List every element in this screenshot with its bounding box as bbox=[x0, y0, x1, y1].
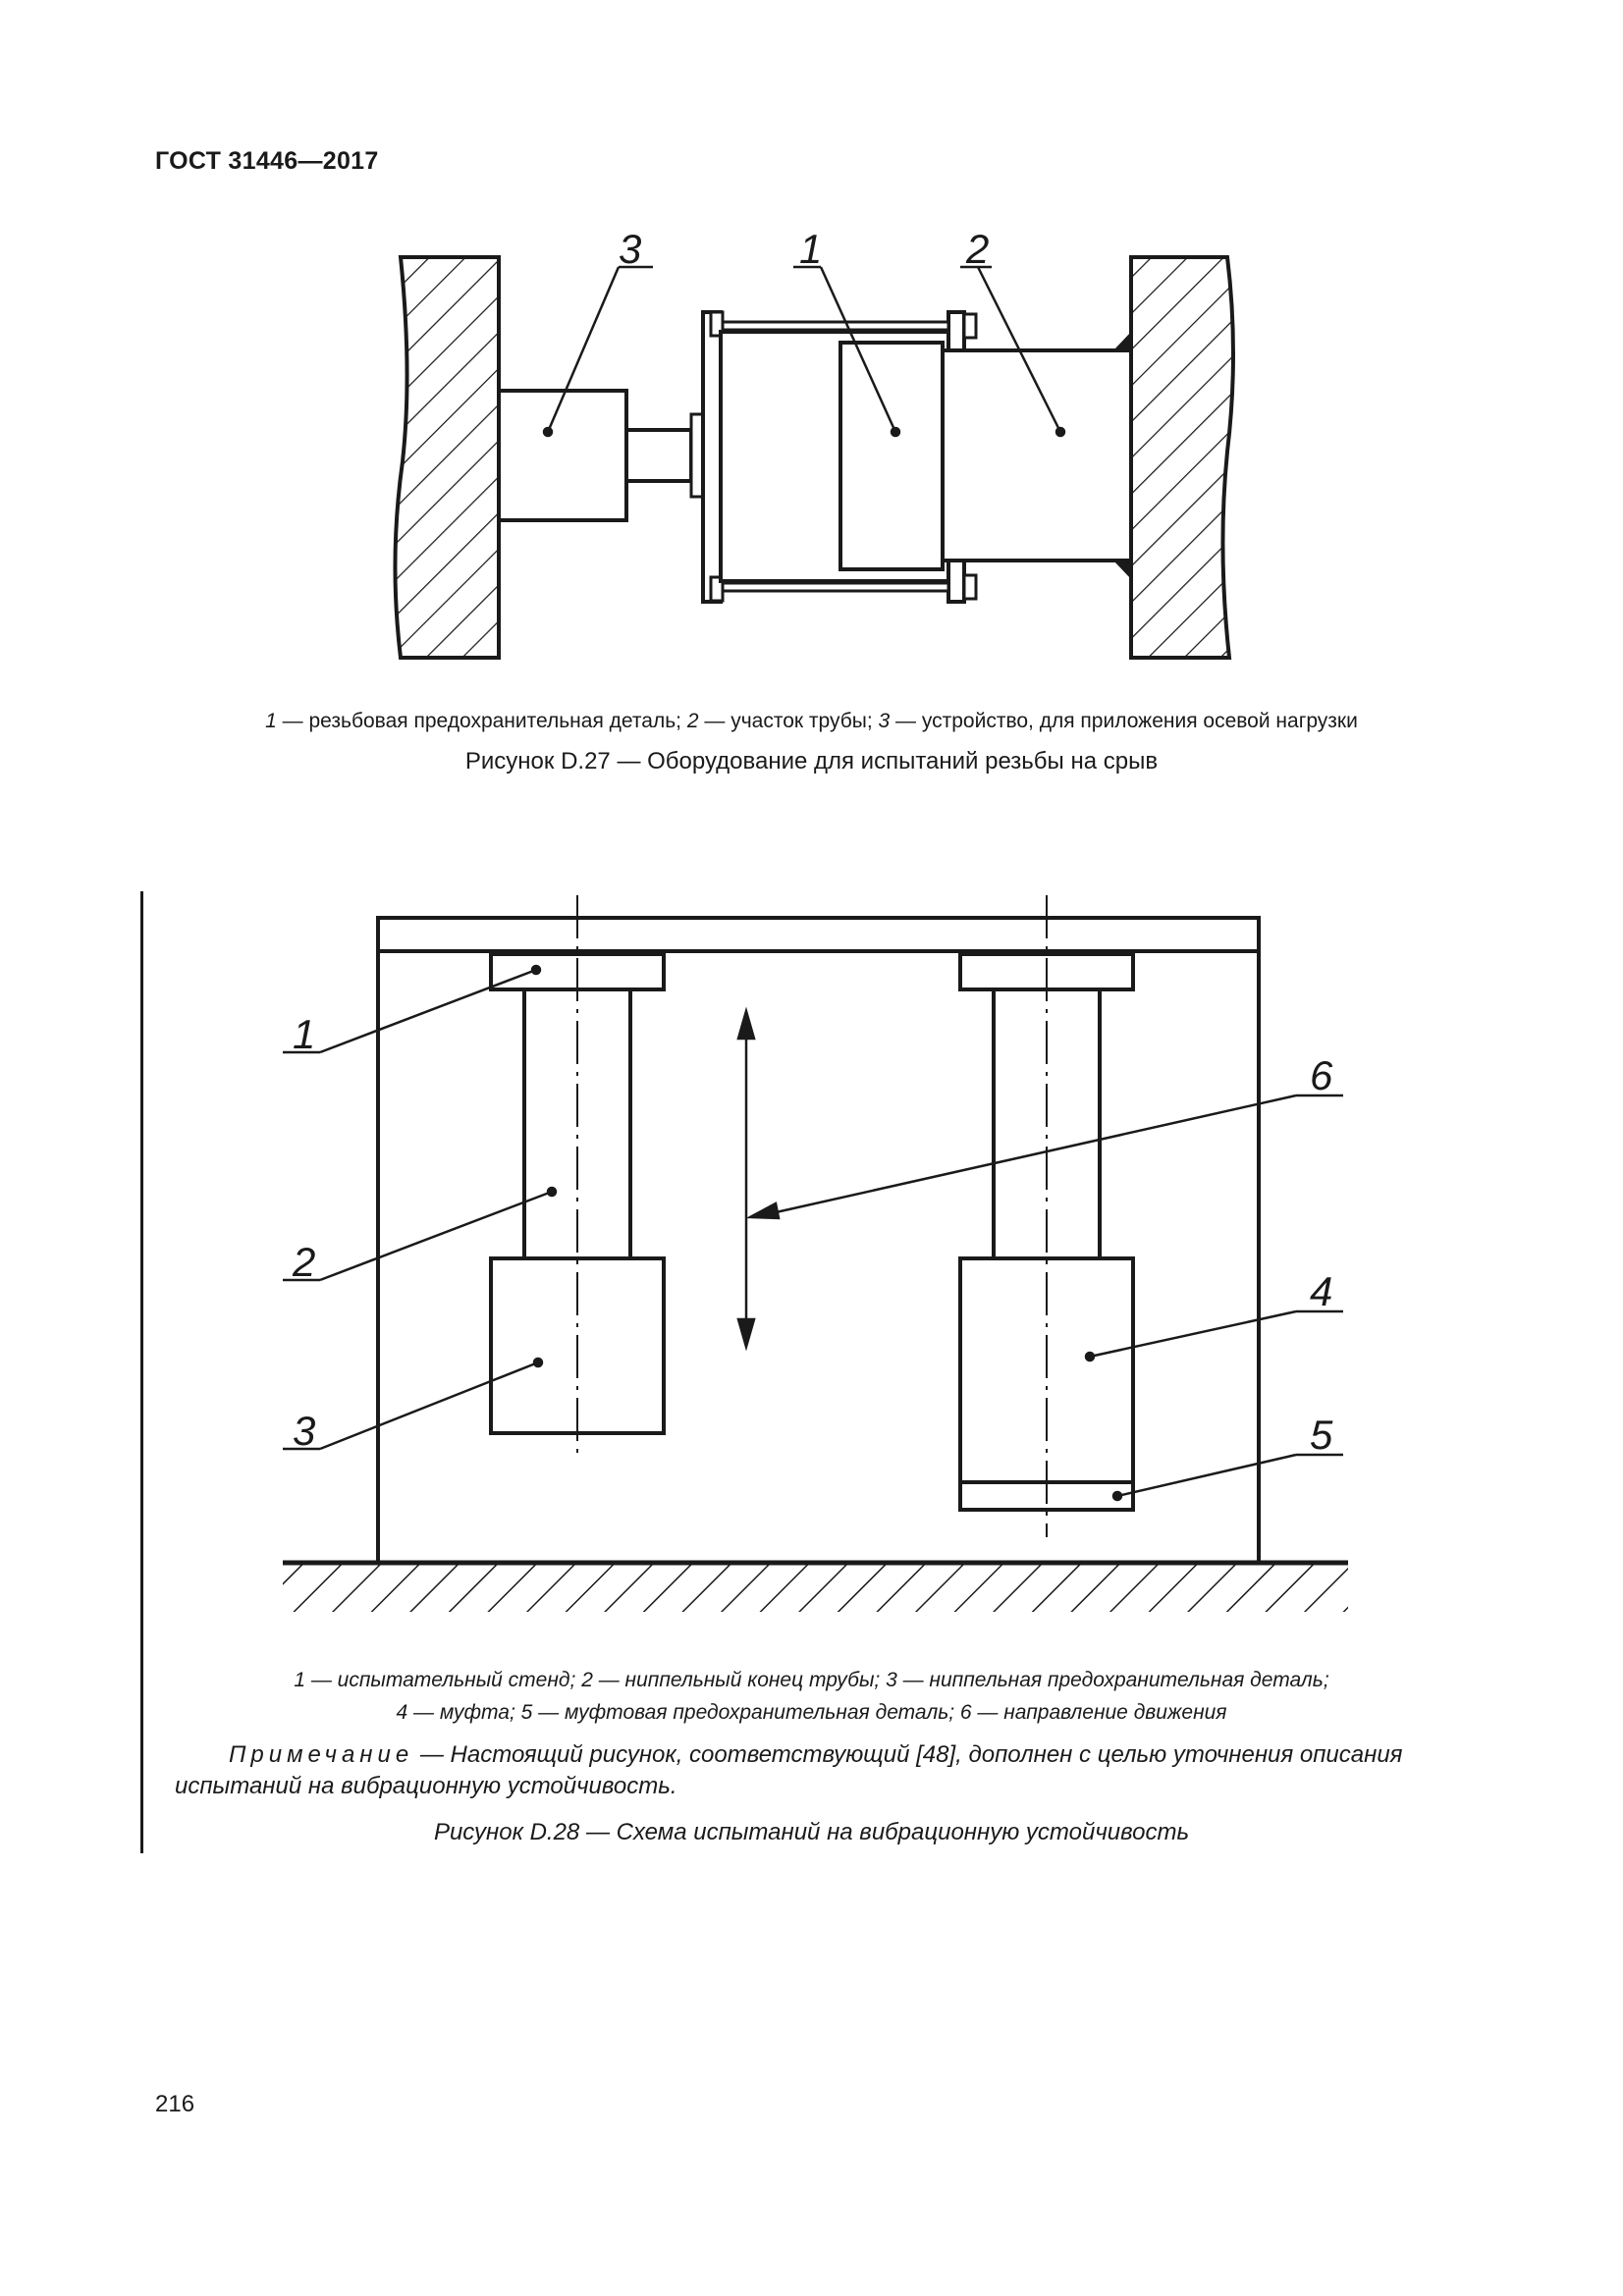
legend-line-2: 4 — муфта; 5 — муфтовая предохранительная деталь; 6 — направление движения bbox=[396, 1701, 1227, 1724]
label-4: 4 bbox=[1310, 1268, 1333, 1314]
figure-d28-note bbox=[175, 1739, 1490, 1802]
label-6: 6 bbox=[1310, 1052, 1333, 1098]
ground bbox=[283, 1563, 1348, 1612]
page-number: 216 bbox=[155, 2091, 195, 2117]
document-header: ГОСТ 31446—2017 bbox=[155, 147, 379, 175]
label-3: 3 bbox=[293, 1408, 316, 1454]
figure-d28-caption: Рисунок D.28 — Схема испытаний на вибрационную устойчивость bbox=[433, 1819, 1190, 1845]
figure-d27-legend: 1 — резьбовая предохранительная деталь; 2 — участок трубы; 3 — устройство, для приложения осевой нагрузки bbox=[265, 710, 1358, 732]
note-text: — Настоящий рисунок, соответствующий [48], дополнен с целью уточнения описания испытаний на вибрационную устойчивость. bbox=[175, 1741, 1403, 1799]
motion-direction-arrow bbox=[738, 1011, 754, 1347]
leader-lines bbox=[283, 966, 1343, 1500]
threaded-protector bbox=[840, 343, 943, 569]
clamp-plate-left bbox=[703, 312, 721, 602]
figure-d28-drawing bbox=[0, 883, 1623, 1649]
label-2: 2 bbox=[293, 1239, 316, 1285]
pipe-section bbox=[943, 350, 1131, 561]
label-1: 1 bbox=[799, 226, 823, 272]
label-1: 1 bbox=[293, 1011, 316, 1057]
axial-load-device bbox=[499, 391, 626, 520]
note-label: Примечание bbox=[229, 1741, 414, 1768]
left-wall bbox=[395, 257, 499, 658]
figure-d28-legend bbox=[0, 1664, 1623, 1729]
weld-top bbox=[1113, 332, 1131, 350]
load-rod bbox=[626, 430, 691, 481]
right-wall bbox=[1131, 257, 1233, 658]
label-5: 5 bbox=[1310, 1412, 1333, 1458]
legend-line-1: 1 — испытательный стенд; 2 — ниппельный конец трубы; 3 — ниппельная предохранительная деталь; bbox=[294, 1669, 1329, 1691]
figure-d27-drawing bbox=[0, 226, 1623, 677]
figure-d27-caption: Рисунок D.27 — Оборудование для испытаний резьбы на срыв bbox=[464, 748, 1159, 774]
weld-bottom bbox=[1113, 561, 1131, 579]
label-3: 3 bbox=[619, 226, 642, 272]
label-2: 2 bbox=[966, 226, 990, 272]
